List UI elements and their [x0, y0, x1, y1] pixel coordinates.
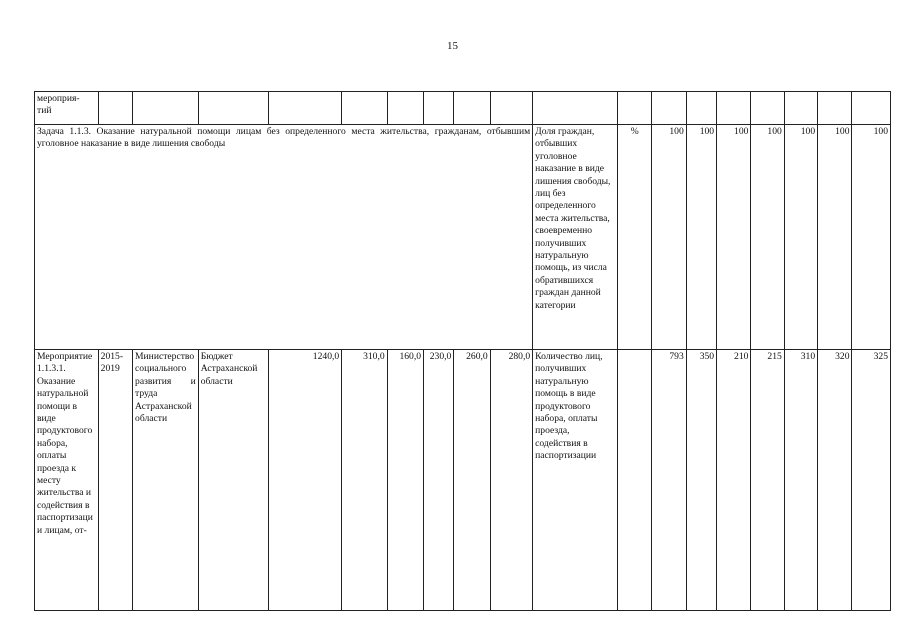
page-number: 15 — [447, 40, 458, 52]
measure-row — [35, 350, 891, 611]
empty-cell — [387, 92, 423, 125]
empty-cell — [269, 92, 342, 125]
measure-value: 793 — [652, 350, 686, 611]
task-target: 100 — [852, 125, 891, 350]
empty-cell — [342, 92, 387, 125]
measure-value: 215 — [751, 350, 784, 611]
measure-value: 310 — [784, 350, 817, 611]
empty-cell — [652, 92, 686, 125]
empty-cell — [852, 92, 891, 125]
measure-total: 1240,0 — [269, 350, 342, 611]
task-target: 100 — [686, 125, 716, 350]
measure-yearly: 160,0 — [387, 350, 423, 611]
empty-cell — [98, 92, 132, 125]
measure-executor: Министерство социального развития и труда Астраханской области — [133, 350, 199, 611]
measure-source: Бюджет Астраханской области — [198, 350, 269, 611]
empty-cell — [533, 92, 618, 125]
empty-cell — [717, 92, 751, 125]
measure-value: 325 — [852, 350, 891, 611]
task-target: 100 — [652, 125, 686, 350]
measure-yearly: 280,0 — [490, 350, 532, 611]
measure-value: 320 — [818, 350, 852, 611]
measure-name: Мероприятие 1.1.3.1. Оказание натуральной помощи в виде продуктового набора, оплаты проезда к месту жительства и содействия в паспортизации лицам, от- — [35, 350, 99, 611]
empty-cell — [424, 92, 454, 125]
measure-period: 2015-2019 — [98, 350, 132, 611]
task-target: 100 — [818, 125, 852, 350]
empty-cell — [751, 92, 784, 125]
continued-label: мероприя- тий — [35, 92, 99, 125]
continued-row — [35, 92, 891, 125]
task-row — [35, 125, 891, 350]
task-target: 100 — [751, 125, 784, 350]
empty-cell — [686, 92, 716, 125]
empty-cell — [784, 92, 817, 125]
empty-cell — [818, 92, 852, 125]
measure-unit — [618, 350, 652, 611]
empty-cell — [454, 92, 490, 125]
measure-yearly: 260,0 — [454, 350, 490, 611]
empty-cell — [133, 92, 199, 125]
measure-value: 350 — [686, 350, 716, 611]
measure-value: 210 — [717, 350, 751, 611]
task-target: 100 — [717, 125, 751, 350]
measure-yearly: 310,0 — [342, 350, 387, 611]
task-unit: % — [618, 125, 652, 350]
task-title: Задача 1.1.3. Оказание натуральной помощи лицам без определенного места жительства, гражданам, отбывшим уголовное наказание в виде лишения свободы — [35, 125, 533, 350]
empty-cell — [618, 92, 652, 125]
task-indicator: Доля граждан, отбывших уголовное наказание в виде лишения свободы, лиц без определенного места жительства, своевременно получивших натуральную помощь, из числа обратившихся граждан данной категории — [533, 125, 618, 350]
measure-indicator: Количество лиц, получивших натуральную помощь в виде продуктового набора, оплаты проезда, содействия в паспортизации — [533, 350, 618, 611]
task-target: 100 — [784, 125, 817, 350]
measure-yearly: 230,0 — [424, 350, 454, 611]
program-table — [34, 91, 891, 611]
empty-cell — [490, 92, 532, 125]
empty-cell — [198, 92, 269, 125]
